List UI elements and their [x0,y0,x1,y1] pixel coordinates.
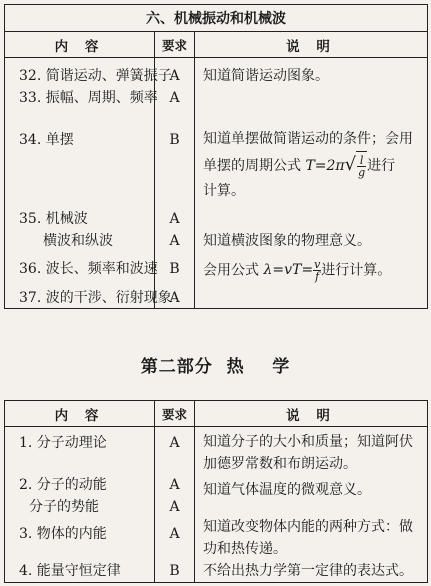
requirement-value: A [169,498,180,515]
section-title [5,5,427,32]
table-row: 分子的势能 [29,498,99,515]
pendulum-formula: T=2π√ $\frac{l}{g}$ [305,158,367,174]
description-text: 计算。 [203,183,245,200]
wave-formula-line [195,259,427,281]
description-text [195,87,427,108]
description-text: 会用公式 [203,262,264,279]
description-text: 知道简谐运动图象。 [203,67,329,84]
table-row: 2. 分子的动能 [19,476,107,493]
requirement-value: A [169,476,180,493]
header-description: 说 明 [286,38,336,55]
requirement-value: A [169,232,180,249]
table-body [5,427,427,582]
table-row: 4. 能量守恒定律 [19,563,121,579]
requirement-value: A [169,89,180,106]
description-text: 知道改变物体内能的两种方式：做 [203,519,413,536]
requirement-value: A [169,434,180,451]
table-row: 33. 振幅、周期、频率 [19,89,158,106]
description-text: 单摆的周期公式 [203,158,306,175]
requirement-column [155,58,195,309]
header-requirement: 要求 [155,401,195,426]
table-row: 32. 简谐运动、弹簧振子 [19,67,172,84]
description-text: 知道分子的大小和质量；知道阿伏 [203,433,413,450]
requirement-value: B [169,131,180,148]
section-title-text: 六、机械振动和机械波 [146,11,286,27]
requirement-value: B [169,563,180,579]
table-row: 37. 波的干涉、衍射现象 [19,289,172,306]
content-column [5,427,155,582]
pendulum-formula-line [195,150,427,180]
description-text: 进行 [367,158,396,175]
table-row: 3. 物体的内能 [19,525,107,542]
requirement-value: B [169,261,180,278]
description-text [195,209,427,230]
content-column [5,58,172,309]
description-text: 功和热传递。 [203,541,287,558]
description-column [195,427,427,582]
description-text [195,288,427,309]
requirement-value: A [169,289,180,306]
description-text: 知道单摆做简谐运动的条件；会用 [203,131,413,148]
table-row: 36. 波长、频率和波速 [19,261,158,278]
description-column [195,58,427,309]
thermal-table [4,400,428,583]
description-text: 知道横波图象的物理意义。 [203,233,371,250]
description-text [195,501,427,513]
wave-formula: λ=vT= $\frac{v}{f}$ [263,257,321,283]
requirement-value: A [169,67,180,84]
requirement-column [155,427,195,582]
table-header [5,32,427,58]
header-requirement: 要求 [155,32,195,57]
header-content: 内 容 [5,32,155,57]
table-row: 34. 单摆 [19,131,74,148]
header-content: 内 容 [5,401,155,426]
description-text: 加德罗常数和布朗运动。 [203,455,357,472]
table-body [5,58,427,309]
header-description: 说 明 [286,407,336,424]
description-text: 不给出热力学第一定律的表达式。 [203,563,413,580]
part-two-title: 第二部分 热 学 [140,357,291,377]
table-row: 横波和纵波 [43,232,113,249]
table-header [5,401,427,427]
mechanical-waves-table [4,4,428,309]
description-text: 知道气体温度的微观意义。 [203,481,371,498]
requirement-value: A [169,525,180,542]
requirement-value: A [169,210,180,227]
description-text: 进行计算。 [321,262,392,279]
table-row: 1. 分子动理论 [19,434,107,451]
table-row: 35. 机械波 [19,210,88,227]
